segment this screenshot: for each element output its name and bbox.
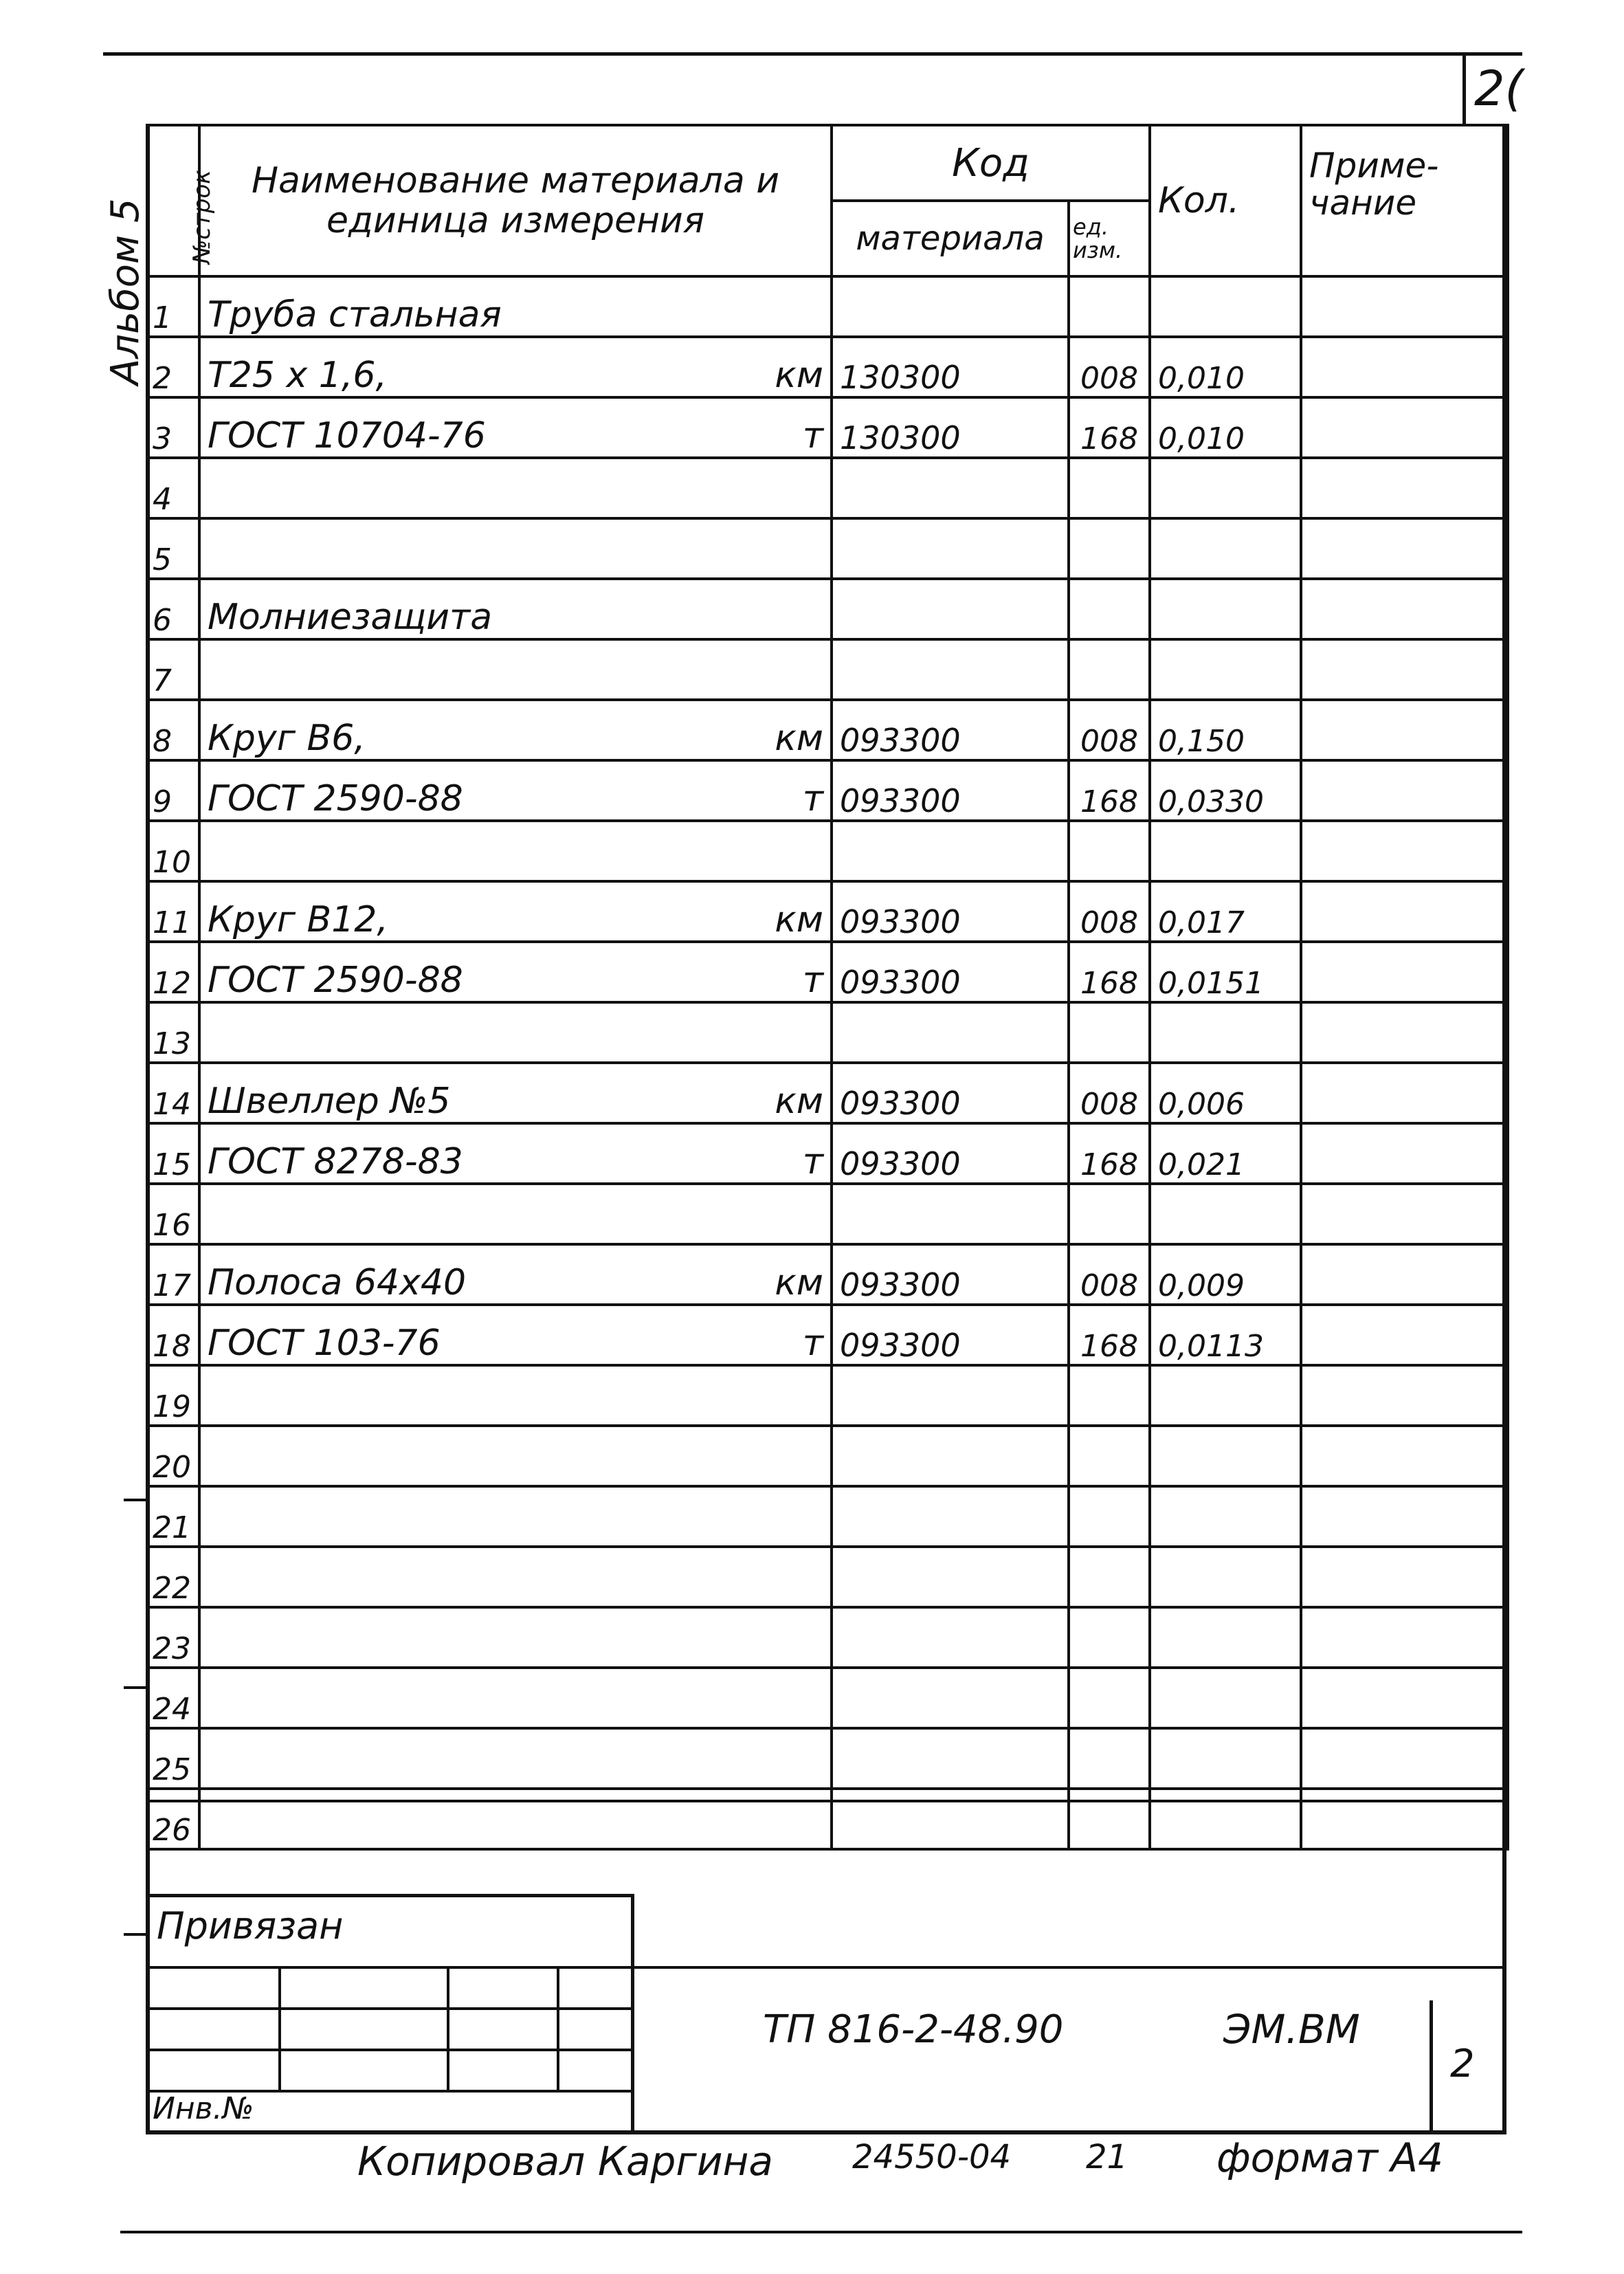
row-name xyxy=(199,337,832,397)
row-qty: 0,009 xyxy=(1150,1244,1301,1305)
stamp-grid-line xyxy=(146,1966,1506,1969)
row-note xyxy=(1301,458,1508,518)
table-row xyxy=(147,337,1508,397)
row-unit-of-measure: т xyxy=(802,778,823,819)
row-number: 18 xyxy=(147,1305,199,1365)
specification-table xyxy=(146,124,1509,1851)
footer-format: формат А4 xyxy=(1216,2134,1443,2181)
row-note xyxy=(1301,760,1508,821)
stamp-grid-line xyxy=(557,1966,559,2090)
row-unit-of-measure: т xyxy=(802,1141,823,1182)
margin-tick xyxy=(124,1933,148,1936)
stamp-bound-box-top xyxy=(146,1894,634,1897)
row-code-material xyxy=(832,1607,1069,1668)
row-name xyxy=(199,700,832,760)
row-name xyxy=(199,1123,832,1184)
row-number: 11 xyxy=(147,881,199,942)
table-row xyxy=(147,1728,1508,1789)
table-row xyxy=(147,1486,1508,1547)
row-note xyxy=(1301,821,1508,881)
row-code-unit xyxy=(1069,1668,1150,1728)
header-note xyxy=(1301,125,1508,276)
header-code-unit xyxy=(1069,201,1150,276)
row-name-text: Т25 х 1,6, xyxy=(208,355,387,396)
row-code-material: 130300 xyxy=(832,397,1069,458)
row-name-text: ГОСТ 10704-76 xyxy=(208,415,486,456)
row-name xyxy=(199,881,832,942)
row-qty: 0,0151 xyxy=(1150,942,1301,1002)
row-code-unit: 168 xyxy=(1069,1305,1150,1365)
table-row xyxy=(147,1668,1508,1728)
row-name-text: Полоса 64х40 xyxy=(208,1262,467,1303)
table-row xyxy=(147,1123,1508,1184)
row-name xyxy=(199,942,832,1002)
row-unit-of-measure: т xyxy=(802,960,823,1001)
row-code-unit xyxy=(1069,458,1150,518)
row-number: 13 xyxy=(147,1002,199,1063)
row-note xyxy=(1301,1002,1508,1063)
row-qty xyxy=(1150,639,1301,700)
row-code-unit xyxy=(1069,579,1150,639)
margin-tick xyxy=(124,1499,148,1501)
table-row xyxy=(147,579,1508,639)
row-name xyxy=(199,1365,832,1426)
row-note xyxy=(1301,1244,1508,1305)
row-number: 23 xyxy=(147,1607,199,1668)
stamp-grid-line xyxy=(146,2049,634,2051)
row-code-unit xyxy=(1069,1486,1150,1547)
row-name xyxy=(199,1063,832,1123)
row-number: 6 xyxy=(147,579,199,639)
row-qty: 0,0113 xyxy=(1150,1305,1301,1365)
header-name xyxy=(199,125,832,276)
header-code-text: Код xyxy=(952,140,1030,186)
row-code-material xyxy=(832,1789,1069,1849)
row-number: 12 xyxy=(147,942,199,1002)
row-name xyxy=(199,1486,832,1547)
row-note xyxy=(1301,1426,1508,1486)
row-code-material: 093300 xyxy=(832,1063,1069,1123)
row-qty xyxy=(1150,1365,1301,1426)
stamp-bound-box-right xyxy=(631,1894,634,2134)
row-code-unit xyxy=(1069,1426,1150,1486)
stamp-doc-code: ТП 816-2-48.90 xyxy=(763,2007,1064,2052)
table-row xyxy=(147,397,1508,458)
row-code-material xyxy=(832,639,1069,700)
table-row xyxy=(147,458,1508,518)
row-qty xyxy=(1150,1789,1301,1849)
stamp-inv-no: Инв.№ xyxy=(153,2091,254,2126)
row-name xyxy=(199,1002,832,1063)
row-unit-of-measure: т xyxy=(802,415,823,456)
table-row xyxy=(147,1789,1508,1849)
row-code-unit: 168 xyxy=(1069,1123,1150,1184)
stamp-grid-line xyxy=(146,2007,634,2010)
table-row xyxy=(147,760,1508,821)
row-code-unit xyxy=(1069,1789,1150,1849)
row-code-material: 093300 xyxy=(832,942,1069,1002)
row-code-unit: 008 xyxy=(1069,337,1150,397)
footer-order-sheet: 21 xyxy=(1086,2138,1128,2176)
row-note xyxy=(1301,518,1508,579)
row-note xyxy=(1301,1668,1508,1728)
row-number: 16 xyxy=(147,1184,199,1244)
row-number: 24 xyxy=(147,1668,199,1728)
bottom-rule xyxy=(120,2231,1522,2233)
row-code-unit xyxy=(1069,1002,1150,1063)
row-name xyxy=(199,518,832,579)
table-row xyxy=(147,881,1508,942)
row-name xyxy=(199,1426,832,1486)
row-code-unit xyxy=(1069,1184,1150,1244)
footer-copied: Копировал Каргина xyxy=(357,2138,773,2185)
row-number: 4 xyxy=(147,458,199,518)
row-qty: 0,017 xyxy=(1150,881,1301,942)
table-row xyxy=(147,1547,1508,1607)
row-code-unit: 168 xyxy=(1069,942,1150,1002)
row-name-text: Круг В12, xyxy=(208,899,388,940)
stamp-sheet-box-left xyxy=(1430,2000,1433,2134)
row-number: 21 xyxy=(147,1486,199,1547)
row-code-material: 093300 xyxy=(832,700,1069,760)
side-label-album: Альбом 5 xyxy=(103,198,148,385)
row-number: 17 xyxy=(147,1244,199,1305)
page-number: 2( xyxy=(1474,60,1524,117)
table-row xyxy=(147,1002,1508,1063)
row-code-material: 093300 xyxy=(832,1123,1069,1184)
row-name-text: Молниезащита xyxy=(208,597,493,638)
row-qty xyxy=(1150,1426,1301,1486)
stamp-grid-line xyxy=(278,1966,281,2090)
row-code-material xyxy=(832,821,1069,881)
row-code-unit: 168 xyxy=(1069,760,1150,821)
row-qty xyxy=(1150,1547,1301,1607)
footer-order: 24550-04 xyxy=(852,2138,1012,2176)
table-row xyxy=(147,700,1508,760)
row-unit-of-measure: км xyxy=(775,718,823,759)
row-name-text: Круг В6, xyxy=(208,718,366,759)
header-qty-text: Кол. xyxy=(1158,180,1240,221)
row-code-material: 130300 xyxy=(832,337,1069,397)
row-note xyxy=(1301,397,1508,458)
row-code-material: 093300 xyxy=(832,1244,1069,1305)
table-row xyxy=(147,276,1508,337)
row-note xyxy=(1301,1365,1508,1426)
table-row xyxy=(147,1244,1508,1305)
row-note xyxy=(1301,1305,1508,1365)
header-row-no-text: №строк xyxy=(188,170,216,264)
row-code-material xyxy=(832,518,1069,579)
row-code-unit: 008 xyxy=(1069,881,1150,942)
table-row xyxy=(147,1184,1508,1244)
row-number: 15 xyxy=(147,1123,199,1184)
stamp-grid-line xyxy=(447,1966,449,2090)
row-number: 20 xyxy=(147,1426,199,1486)
row-unit-of-measure: км xyxy=(775,355,823,396)
row-note xyxy=(1301,942,1508,1002)
row-qty xyxy=(1150,518,1301,579)
row-qty: 0,006 xyxy=(1150,1063,1301,1123)
row-note xyxy=(1301,337,1508,397)
row-code-material xyxy=(832,1002,1069,1063)
row-name xyxy=(199,1184,832,1244)
row-code-material xyxy=(832,1184,1069,1244)
stamp-bound-label: Привязан xyxy=(157,1904,344,1947)
row-name-text: Труба стальная xyxy=(208,294,502,335)
row-name xyxy=(199,1607,832,1668)
row-note xyxy=(1301,579,1508,639)
table-row xyxy=(147,1365,1508,1426)
row-note xyxy=(1301,1486,1508,1547)
row-qty xyxy=(1150,1184,1301,1244)
header-row-no xyxy=(147,125,216,276)
row-qty xyxy=(1150,1486,1301,1547)
row-code-material: 093300 xyxy=(832,760,1069,821)
row-name xyxy=(199,1547,832,1607)
row-code-unit: 008 xyxy=(1069,700,1150,760)
row-number: 8 xyxy=(147,700,199,760)
stamp-top-rule xyxy=(146,1800,1506,1802)
row-name xyxy=(199,1789,832,1849)
row-code-material xyxy=(832,276,1069,337)
row-note xyxy=(1301,1547,1508,1607)
row-number: 10 xyxy=(147,821,199,881)
row-number: 22 xyxy=(147,1547,199,1607)
row-note xyxy=(1301,639,1508,700)
row-number: 7 xyxy=(147,639,199,700)
row-number: 3 xyxy=(147,397,199,458)
row-unit-of-measure: т xyxy=(802,1323,823,1364)
row-qty xyxy=(1150,579,1301,639)
row-qty xyxy=(1150,458,1301,518)
row-name xyxy=(199,276,832,337)
table-row xyxy=(147,1305,1508,1365)
page-number-box-border xyxy=(1462,52,1466,124)
row-code-material xyxy=(832,1547,1069,1607)
row-name-text: ГОСТ 2590-88 xyxy=(208,960,463,1001)
row-note xyxy=(1301,276,1508,337)
row-note xyxy=(1301,1789,1508,1849)
row-name xyxy=(199,1728,832,1789)
row-qty xyxy=(1150,1668,1301,1728)
row-name xyxy=(199,458,832,518)
row-code-unit xyxy=(1069,821,1150,881)
top-rule xyxy=(103,52,1522,56)
row-code-unit xyxy=(1069,276,1150,337)
table-row xyxy=(147,518,1508,579)
row-qty: 0,150 xyxy=(1150,700,1301,760)
row-qty xyxy=(1150,276,1301,337)
row-name xyxy=(199,397,832,458)
row-number: 26 xyxy=(147,1789,199,1849)
row-name xyxy=(199,760,832,821)
row-code-unit: 168 xyxy=(1069,397,1150,458)
row-code-unit xyxy=(1069,639,1150,700)
row-code-unit xyxy=(1069,1365,1150,1426)
row-name-text: Швеллер №5 xyxy=(208,1081,451,1122)
table-row xyxy=(147,1426,1508,1486)
row-note xyxy=(1301,700,1508,760)
row-qty xyxy=(1150,1002,1301,1063)
header-code-material xyxy=(832,201,1069,276)
row-number: 19 xyxy=(147,1365,199,1426)
row-code-unit xyxy=(1069,1547,1150,1607)
table-row xyxy=(147,1607,1508,1668)
row-code-unit xyxy=(1069,518,1150,579)
row-code-unit xyxy=(1069,1728,1150,1789)
row-note xyxy=(1301,1184,1508,1244)
row-qty xyxy=(1150,1728,1301,1789)
row-note xyxy=(1301,1063,1508,1123)
row-name xyxy=(199,579,832,639)
row-number: 25 xyxy=(147,1728,199,1789)
row-name xyxy=(199,1668,832,1728)
stamp-doc-mark: ЭМ.ВМ xyxy=(1223,2006,1360,2053)
row-number: 2 xyxy=(147,337,199,397)
table-row xyxy=(147,821,1508,881)
table-row xyxy=(147,942,1508,1002)
row-unit-of-measure: км xyxy=(775,1081,823,1122)
header-code-unit-text: ед. изм. xyxy=(1073,214,1123,263)
row-number: 9 xyxy=(147,760,199,821)
margin-tick xyxy=(124,1686,148,1689)
row-code-material xyxy=(832,579,1069,639)
row-name xyxy=(199,1244,832,1305)
row-unit-of-measure: км xyxy=(775,899,823,940)
table-row xyxy=(147,639,1508,700)
row-code-material xyxy=(832,1486,1069,1547)
row-qty: 0,010 xyxy=(1150,337,1301,397)
header-note-text: Приме- чание xyxy=(1309,146,1439,223)
row-qty xyxy=(1150,1607,1301,1668)
row-note xyxy=(1301,1123,1508,1184)
row-name-text: ГОСТ 2590-88 xyxy=(208,778,463,819)
row-code-unit: 008 xyxy=(1069,1244,1150,1305)
row-note xyxy=(1301,1728,1508,1789)
row-number: 1 xyxy=(147,276,199,337)
row-qty: 0,0330 xyxy=(1150,760,1301,821)
row-code-material: 093300 xyxy=(832,881,1069,942)
row-code-material xyxy=(832,1728,1069,1789)
row-name xyxy=(199,821,832,881)
row-note xyxy=(1301,1607,1508,1668)
row-code-material xyxy=(832,1365,1069,1426)
row-code-material xyxy=(832,1668,1069,1728)
header-code-material-text: материала xyxy=(856,219,1045,258)
row-qty xyxy=(1150,821,1301,881)
row-code-unit: 008 xyxy=(1069,1063,1150,1123)
header-name-text: Наименование материала и единица измерения xyxy=(251,160,780,241)
row-code-material xyxy=(832,1426,1069,1486)
row-number: 14 xyxy=(147,1063,199,1123)
row-code-unit xyxy=(1069,1607,1150,1668)
row-name-text: ГОСТ 8278-83 xyxy=(208,1141,463,1182)
row-qty: 0,010 xyxy=(1150,397,1301,458)
header-qty xyxy=(1150,125,1301,276)
row-name-text: ГОСТ 103-76 xyxy=(208,1323,441,1364)
row-note xyxy=(1301,881,1508,942)
row-name xyxy=(199,639,832,700)
header-code xyxy=(832,125,1150,201)
row-code-material: 093300 xyxy=(832,1305,1069,1365)
table-row xyxy=(147,1063,1508,1123)
stamp-sheet-number: 2 xyxy=(1450,2042,1475,2086)
row-code-material xyxy=(832,458,1069,518)
row-number: 5 xyxy=(147,518,199,579)
row-unit-of-measure: км xyxy=(775,1262,823,1303)
row-qty: 0,021 xyxy=(1150,1123,1301,1184)
row-name xyxy=(199,1305,832,1365)
